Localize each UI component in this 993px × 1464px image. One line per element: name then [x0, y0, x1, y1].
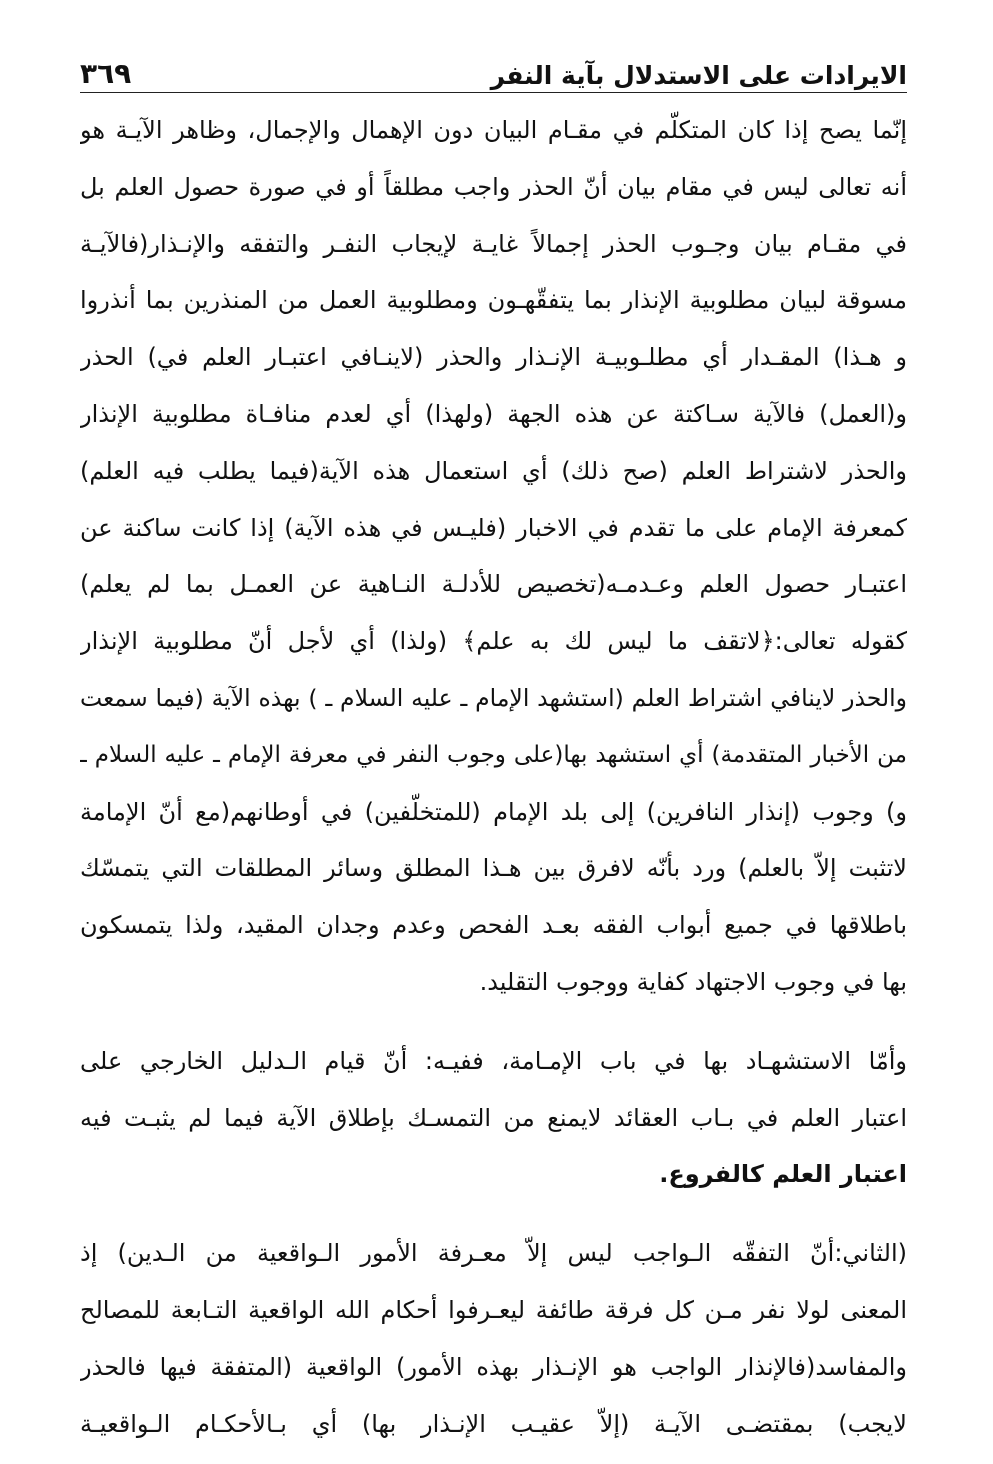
text-line: والحذر لاشتراط العلم (صح ذلك) أي استعمال هذه الآية(فيما يطلب فيه العلم): [80, 456, 907, 485]
text-line: اعتبار العلم في بـاب العقائد لايمنع من التمسـك بإطلاق الآية فيما لم يثبـت فيه: [80, 1103, 907, 1132]
text-line: من الأخبار المتقدمة) أي استشهد بها(على وجوب النفر في معرفة الإمام ـ عليه السلام ـ: [80, 741, 907, 768]
header-rule: [80, 92, 907, 93]
text-line: إنّما يصح إذا كان المتكلّم في مقـام البيان دون الإهمال والإجمال، وظاهر الآيـة هو: [80, 116, 907, 144]
paragraph-gap: [80, 1203, 907, 1225]
text-line: و(العمل) فالآية سـاكتة عن هذه الجهة (ولهذا) أي لعدم منافـاة مطلوبية الإنذار: [80, 399, 907, 428]
text-line: بها في وجوب الاجتهاد كفاية ووجوب التقليد.: [479, 967, 907, 996]
text-line: و) وجوب (إنذار النافرين) إلى بلد الإمام (للمتخلّفين) في أوطانهم(مع أنّ الإمامة: [80, 797, 907, 826]
text-line: اعتبـار حصول العلم وعـدمـه(تخصيص للأدلـة النـاهية عن العمـل بما لم يعلم): [80, 570, 907, 599]
text-line: و هـذا) المقـدار أي مطلـوبيـة الإنـذار والحذر (لاينـافي اعتبـار العلم في) الحذر: [80, 343, 907, 372]
text-line: المعنى لولا نفر مـن كل فرقة طائفة ليعـرفوا أحكام الله الواقعية التـابعة للمصالح: [80, 1295, 907, 1324]
paragraph-3: [80, 1225, 907, 1452]
text-line: لاتثبت إلاّ بالعلم) ورد بأنّه لافرق بين هـذا المطلق وسائر المطلقات التي يتمسّك: [80, 854, 907, 883]
text-line: وأمّا الاستشهـاد بها في باب الإمـامة، ففيـه: أنّ قيام الـدليل الخارجي على: [80, 1046, 907, 1075]
text-line: في مقـام بيان وجـوب الحذر إجمالاً غايـة لإيجاب النفـر والتفقه والإنـذار(فالآيـة: [80, 229, 907, 258]
text-line: كقوله تعالى:﴿لاتقف ما ليس لك به علم﴾ (ولذا) أي لأجل أنّ مطلوبية الإنذار: [80, 627, 907, 656]
text-line: اعتبار العلم كالفروع.: [659, 1160, 907, 1189]
paragraph-gap: [80, 1011, 907, 1033]
paragraph-1: [80, 102, 907, 1011]
text-line: (الثاني:أنّ التفقّه الـواجب ليس إلاّ معـرفة الأمور الـواقعية من الـدين) إذ: [80, 1239, 907, 1268]
page-body: [80, 102, 907, 1452]
text-line: كمعرفة الإمام على ما تقدم في الاخبار (فليـس في هذه الآية) إذا كانت ساكنة عن: [80, 513, 907, 542]
text-line: باطلاقها في جميع أبواب الفقه بعـد الفحص وعدم وجدان المقيد، ولذا يتمسكون: [80, 911, 907, 940]
paragraph-2: [80, 1033, 907, 1203]
text-line: لايجب) بمقتضـى الآيـة (إلاّ عقيـب الإنـذار بها) أي بـالأحكـام الـواقعيـة: [80, 1409, 907, 1438]
page-number: ٣٦٩: [80, 57, 132, 90]
text-line: والحذر لاينافي اشتراط العلم (استشهد الإمام ـ عليه السلام ـ ) بهذه الآية (فيما سمعت: [80, 683, 907, 712]
text-line: أنه تعالى ليس في مقام بيان أنّ الحذر واجب مطلقاً أو في صورة حصول العلم بل: [80, 172, 907, 201]
page-header: [80, 40, 907, 90]
running-title: الايرادات على الاستدلال بآية النفر: [490, 61, 907, 90]
text-line: والمفاسد(فالإنذار الواجب هو الإنـذار بهذه الأمور) الواقعية (المتفقة فيها فالحذر: [80, 1352, 907, 1381]
text-line: مسوقة لبيان مطلوبية الإنذار بما يتفقّهـون ومطلوبية العمل من المنذرين بما أنذروا: [80, 286, 907, 315]
